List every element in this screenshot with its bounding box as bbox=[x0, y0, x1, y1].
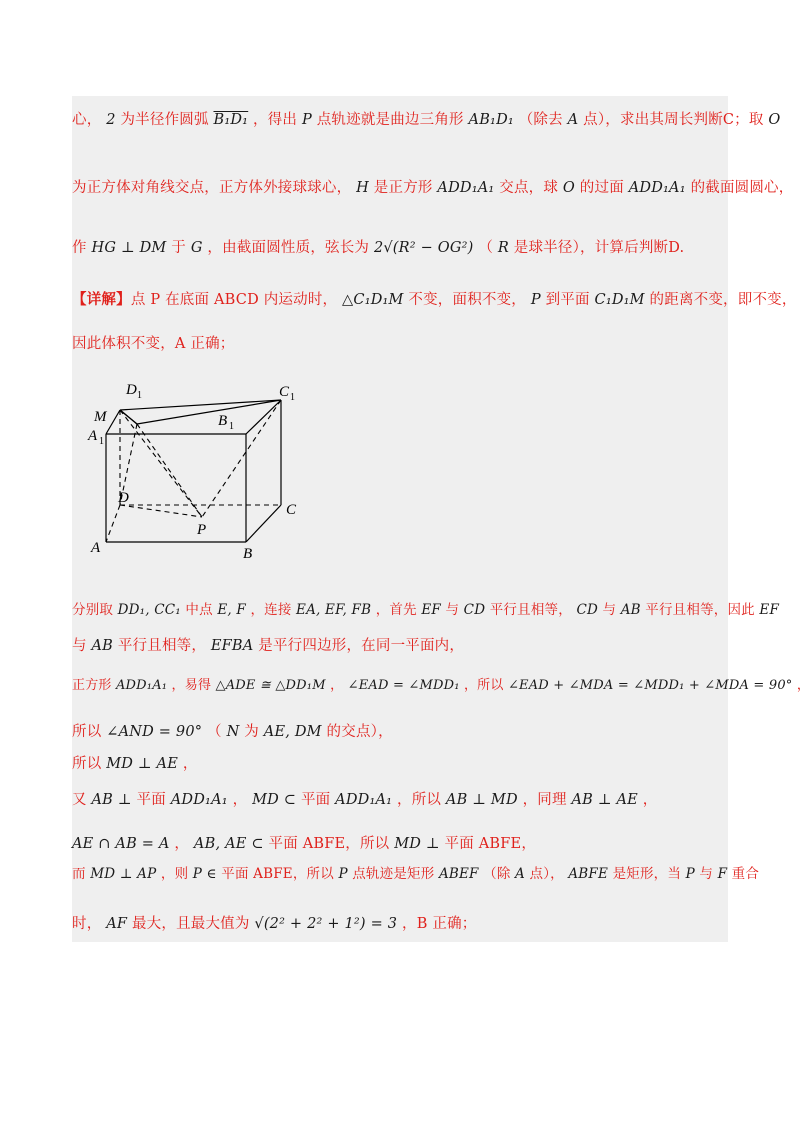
detail-tag: 【详解】 bbox=[72, 291, 131, 308]
math: R bbox=[497, 240, 509, 256]
label-P: P bbox=[197, 522, 207, 538]
math: AE ∩ AB = A bbox=[72, 836, 170, 852]
text-line-12: AE ∩ AB = A ， AB, AE ⊂ 平面 ABFE，所以 MD ⊥ 平面 ABFE， bbox=[72, 836, 537, 852]
math: AB ⊥ MD bbox=[445, 792, 518, 808]
text-line-6: 分别取 DD₁, CC₁ 中点 E, F ，连接 EA, EF, FB ，首先 EF 与 CD 平行且相等， CD 与 AB 平行且相等，因此 EF bbox=[72, 602, 780, 618]
math: P bbox=[685, 866, 695, 882]
math: AB ⊥ bbox=[91, 792, 132, 808]
text-line-4: 【详解】点 P 在底面 ABCD 内运动时， △C₁D₁M 不变，面积不变， P 到平面 C₁D₁M 的距离不变，即不变， bbox=[72, 291, 797, 308]
text-line-11: 又 AB ⊥ 平面 ADD₁A₁ ， MD ⊂ 平面 ADD₁A₁ ，所以 AB ⊥ MD ，同理 AB ⊥ AE ， bbox=[72, 792, 658, 808]
math: ADD₁A₁ bbox=[335, 792, 393, 808]
text-line-9: 所以 ∠AND = 90° （ N 为 AE, DM 的交点）， bbox=[72, 724, 393, 740]
math: MD ⊥ bbox=[394, 836, 440, 852]
math: E, F bbox=[217, 602, 246, 618]
label-M: M bbox=[94, 409, 107, 425]
cube-figure bbox=[86, 372, 316, 562]
math: ADD₁A₁ bbox=[628, 180, 686, 196]
math: 2√(R² − OG²) bbox=[373, 240, 474, 256]
document-page bbox=[72, 96, 810, 942]
text-line-13: 而 MD ⊥ AP ，则 P ∈ 平面 ABFE，所以 P 点轨迹是矩形 ABEF （除 A 点）， ABFE 是矩形，当 P 与 F 重合 bbox=[72, 866, 760, 882]
math: CD bbox=[463, 602, 486, 618]
math: AB ⊥ AE bbox=[571, 792, 638, 808]
math: P ∈ bbox=[192, 866, 217, 882]
math: A bbox=[567, 112, 579, 128]
math: △C₁D₁M bbox=[342, 292, 404, 308]
math: √(2² + 2² + 1²) = 3 bbox=[254, 916, 398, 932]
math: MD ⊂ bbox=[252, 792, 297, 808]
math: C₁D₁M bbox=[594, 292, 645, 308]
text-line-7: 与 AB 平行且相等， EFBA 是平行四边形，在同一平面内， bbox=[72, 638, 465, 654]
label-A1: A bbox=[88, 428, 98, 444]
math: △ADE ≅ △DD₁M bbox=[215, 678, 326, 693]
label-C: C bbox=[286, 502, 297, 518]
math: EF bbox=[759, 602, 780, 618]
text-line-2: 为正方体对角线交点，正方体外接球球心， H 是正方形 ADD₁A₁ 交点，球 O 的过面 ADD₁A₁ 的截面圆圆心， bbox=[72, 180, 794, 196]
svg-text:1: 1 bbox=[290, 392, 295, 403]
math: 2 bbox=[106, 112, 116, 128]
math: HG ⊥ DM bbox=[91, 240, 167, 256]
math: MD ⊥ AE bbox=[106, 756, 179, 772]
math: AF bbox=[106, 916, 128, 932]
label-A: A bbox=[91, 540, 101, 556]
math: AB, AE ⊂ bbox=[193, 836, 264, 852]
math: G bbox=[190, 240, 203, 256]
math: ∠EAD = ∠MDD₁ bbox=[347, 678, 460, 693]
math: P bbox=[338, 866, 348, 882]
svg-text:1: 1 bbox=[137, 390, 142, 401]
label-B: B bbox=[243, 546, 253, 562]
math: ADD₁A₁ bbox=[437, 180, 495, 196]
math: ADD₁A₁ bbox=[115, 678, 168, 693]
math: AE, DM bbox=[263, 724, 322, 740]
math: O bbox=[562, 180, 575, 196]
math: ADD₁A₁ bbox=[170, 792, 228, 808]
svg-text:1: 1 bbox=[229, 421, 234, 432]
label-C1: C bbox=[279, 384, 290, 400]
math: H bbox=[356, 180, 369, 196]
label-B1: B bbox=[218, 413, 228, 429]
math: AB bbox=[91, 638, 114, 654]
math: F bbox=[717, 866, 728, 882]
math: A bbox=[515, 866, 525, 882]
math: ∠AND = 90° bbox=[106, 724, 203, 740]
math: ∠EAD + ∠MDA = ∠MDD₁ + ∠MDA = 90° bbox=[507, 678, 793, 693]
math: P bbox=[530, 292, 541, 308]
math: CD bbox=[576, 602, 598, 618]
math: P bbox=[301, 112, 312, 128]
math: O bbox=[768, 112, 781, 128]
math: EF bbox=[421, 602, 441, 618]
math: ABEF bbox=[438, 866, 479, 882]
math: AB bbox=[620, 602, 641, 618]
text-line-8: 正方形 ADD₁A₁ ，易得 △ADE ≅ △DD₁M ， ∠EAD = ∠MDD₁ ，所以 ∠EAD + ∠MDA = ∠MDD₁ + ∠MDA = 90° ， bbox=[72, 678, 810, 693]
text-line-5: 因此体积不变，A 正确； bbox=[72, 336, 235, 352]
label-D1: D bbox=[126, 382, 137, 398]
math: AB₁D₁ bbox=[468, 112, 514, 128]
math: B₁D₁ bbox=[213, 112, 249, 128]
math: EFBA bbox=[210, 638, 254, 654]
text-line-1: 心， 2 为半径作圆弧 B₁D₁ ，得出 P 点轨迹就是曲边三角形 AB₁D₁ （除去 A 点），求出其周长判断C；取 O bbox=[72, 112, 781, 128]
text-line-14: 时， AF 最大，且最大值为 √(2² + 2² + 1²) = 3 ，B 正确； bbox=[72, 916, 477, 932]
math: MD ⊥ AP bbox=[90, 866, 157, 882]
svg-text:1: 1 bbox=[99, 436, 104, 447]
label-D: D bbox=[118, 490, 129, 506]
math: N bbox=[226, 724, 240, 740]
math: EA, EF, FB bbox=[296, 602, 372, 618]
text-line-3: 作 HG ⊥ DM 于 G ，由截面圆性质，弦长为 2√(R² − OG²) （ R 是球半径），计算后判断D. bbox=[72, 240, 685, 256]
math: ABFE bbox=[568, 866, 609, 882]
math: DD₁, CC₁ bbox=[117, 602, 181, 618]
text-line-10: 所以 MD ⊥ AE ， bbox=[72, 756, 198, 772]
